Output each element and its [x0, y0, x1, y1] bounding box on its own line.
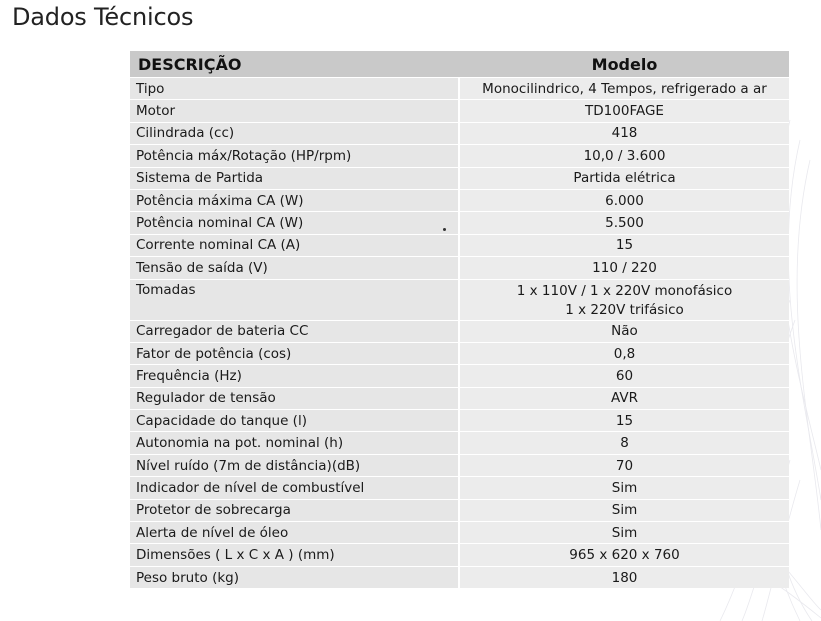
row-label: Sistema de Partida [130, 167, 460, 189]
row-value: 8 [460, 431, 789, 453]
table-row [130, 99, 789, 121]
row-label: Nível ruído (7m de distância)(dB) [130, 454, 460, 476]
row-label: Tomadas [130, 279, 460, 320]
table-row [130, 256, 789, 278]
row-label: Autonomia na pot. nominal (h) [130, 431, 460, 453]
row-label: Potência máx/Rotação (HP/rpm) [130, 144, 460, 166]
row-value: TD100FAGE [460, 99, 789, 121]
row-label: Dimensões ( L x C x A ) (mm) [130, 543, 460, 565]
table-header-row [130, 51, 789, 77]
header-model: Modelo [460, 51, 789, 77]
row-label: Motor [130, 99, 460, 121]
row-label: Frequência (Hz) [130, 364, 460, 386]
row-value: Sim [460, 476, 789, 498]
row-label: Peso bruto (kg) [130, 566, 460, 588]
row-value: 5.500 [460, 211, 789, 233]
table-row [130, 320, 789, 342]
table-row [130, 431, 789, 453]
row-value: 70 [460, 454, 789, 476]
row-value: Não [460, 320, 789, 342]
row-label: Potência nominal CA (W) [130, 211, 460, 233]
table-row [130, 454, 789, 476]
row-label: Tensão de saída (V) [130, 256, 460, 278]
row-label: Corrente nominal CA (A) [130, 234, 460, 256]
row-value: Monocilindrico, 4 Tempos, refrigerado a ar [460, 77, 789, 99]
spec-table [130, 51, 789, 588]
table-row [130, 144, 789, 166]
table-row [130, 566, 789, 588]
table-row [130, 476, 789, 498]
row-label: Potência máxima CA (W) [130, 189, 460, 211]
row-value: 0,8 [460, 342, 789, 364]
page-title: Dados Técnicos [12, 3, 194, 31]
table-row [130, 234, 789, 256]
row-value: Partida elétrica [460, 167, 789, 189]
row-value [460, 279, 789, 320]
table-row [130, 167, 789, 189]
table-row [130, 409, 789, 431]
row-value: Sim [460, 499, 789, 521]
row-label: Capacidade do tanque (l) [130, 409, 460, 431]
stray-dot-mark [443, 228, 446, 231]
row-value: 10,0 / 3.600 [460, 144, 789, 166]
table-row [130, 77, 789, 99]
row-label: Fator de potência (cos) [130, 342, 460, 364]
row-value: 965 x 620 x 760 [460, 543, 789, 565]
row-value: 180 [460, 566, 789, 588]
row-value-line: 1 x 220V trifásico [565, 301, 684, 318]
row-value: Sim [460, 521, 789, 543]
table-row [130, 342, 789, 364]
header-description: DESCRIÇÃO [130, 51, 460, 77]
table-row [130, 122, 789, 144]
table-row [130, 387, 789, 409]
row-label: Protetor de sobrecarga [130, 499, 460, 521]
table-row [130, 189, 789, 211]
row-value: 418 [460, 122, 789, 144]
table-row [130, 521, 789, 543]
row-label: Carregador de bateria CC [130, 320, 460, 342]
row-value: 6.000 [460, 189, 789, 211]
row-label: Regulador de tensão [130, 387, 460, 409]
table-row [130, 279, 789, 320]
row-value: 60 [460, 364, 789, 386]
table-row [130, 499, 789, 521]
row-value-line: 1 x 110V / 1 x 220V monofásico [516, 282, 733, 299]
table-row [130, 211, 789, 233]
row-label: Alerta de nível de óleo [130, 521, 460, 543]
row-value: 110 / 220 [460, 256, 789, 278]
row-label: Cilindrada (cc) [130, 122, 460, 144]
row-value: 15 [460, 409, 789, 431]
row-value: AVR [460, 387, 789, 409]
table-row [130, 364, 789, 386]
row-label: Indicador de nível de combustível [130, 476, 460, 498]
table-row [130, 543, 789, 565]
row-value: 15 [460, 234, 789, 256]
row-label: Tipo [130, 77, 460, 99]
